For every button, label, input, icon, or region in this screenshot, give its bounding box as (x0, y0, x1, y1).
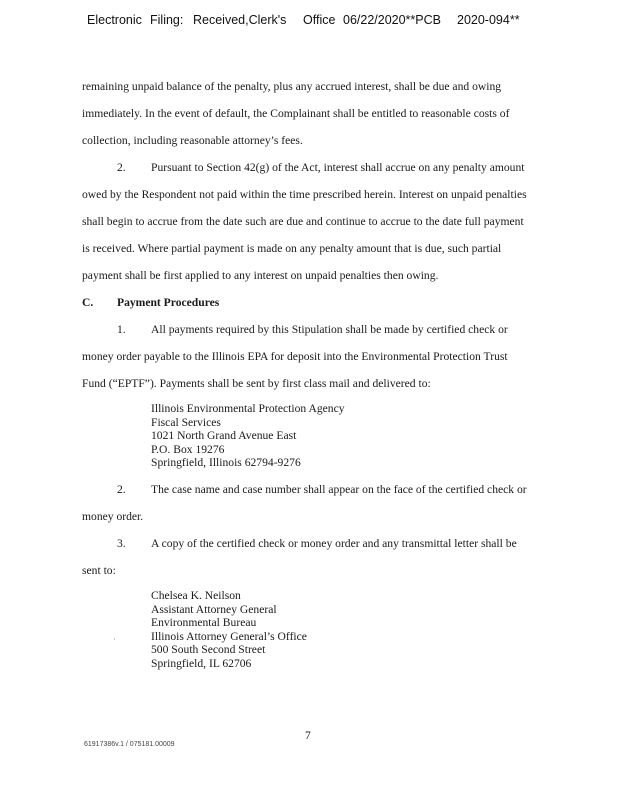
body-line: All payments required by this Stipulation shall be made by certified check or (151, 323, 508, 336)
address-line: Springfield, IL 62706 (151, 656, 252, 670)
address-block-epa (151, 402, 345, 470)
header-case-number: 2020-094** (457, 13, 520, 27)
address-line: Illinois Environmental Protection Agency (151, 402, 345, 415)
body-line: Fund (“EPTF”). Payments shall be sent by first class mail and delivered to: (82, 377, 431, 390)
body-line: The case name and case number shall appear on the face of the certified check or (151, 483, 527, 496)
body-line: shall begin to accrue from the date such are due and continue to accrue to the date full payment (82, 215, 524, 228)
address-line: Fiscal Services (151, 415, 221, 429)
header-word-filing: Filing: (150, 13, 184, 27)
address-line: P.O. Box 19276 (151, 442, 225, 456)
stray-scan-mark: · (113, 635, 116, 644)
address-block-attorney-general (151, 589, 307, 671)
body-line: money order. (82, 510, 144, 523)
header-word-electronic: Electronic (87, 13, 142, 27)
body-line: sent to: (82, 564, 116, 577)
header-word-office: Office (303, 13, 336, 27)
header-date-pcb: 06/22/2020**PCB (343, 13, 441, 27)
body-line: A copy of the certified check or money order and any transmittal letter shall be (151, 537, 517, 550)
address-line: 1021 North Grand Avenue East (151, 429, 297, 443)
address-line: 500 South Second Street (151, 643, 266, 657)
paragraph-number: 2. (117, 483, 126, 496)
body-line: is received. Where partial payment is made on any penalty amount that is due, such partial (82, 242, 502, 255)
paragraph-number: 1. (117, 323, 126, 336)
paragraph-number: 2. (117, 161, 126, 174)
body-line: payment shall be first applied to any interest on unpaid penalties then owing. (82, 269, 439, 282)
body-line: Pursuant to Section 42(g) of the Act, interest shall accrue on any penalty amount (151, 161, 525, 174)
body-line: money order payable to the Illinois EPA for deposit into the Environmental Protection Trust (82, 350, 508, 363)
body-line: collection, including reasonable attorney’s fees. (82, 134, 303, 147)
address-line: Illinois Attorney General’s Office (151, 629, 307, 643)
address-line: Springfield, Illinois 62794-9276 (151, 456, 301, 470)
address-line: Assistant Attorney General (151, 602, 277, 616)
paragraph-number: 3. (117, 537, 126, 550)
body-line: owed by the Respondent not paid within the time prescribed herein. Interest on unpaid penalties (82, 188, 527, 201)
page-number: 7 (305, 729, 311, 742)
document-id-footer: 61917386v.1 / 075181.00009 (84, 741, 175, 748)
filing-stamp-header (87, 13, 607, 31)
section-letter: C. (82, 296, 94, 309)
body-line: remaining unpaid balance of the penalty, plus any accrued interest, shall be due and owing (82, 80, 502, 93)
body-line: immediately. In the event of default, the Complainant shall be entitled to reasonable costs of (82, 107, 510, 120)
section-title: Payment Procedures (117, 296, 220, 309)
header-word-received: Received,Clerk's (193, 13, 287, 27)
address-line: Chelsea K. Neilson (151, 589, 241, 602)
address-line: Environmental Bureau (151, 616, 257, 630)
